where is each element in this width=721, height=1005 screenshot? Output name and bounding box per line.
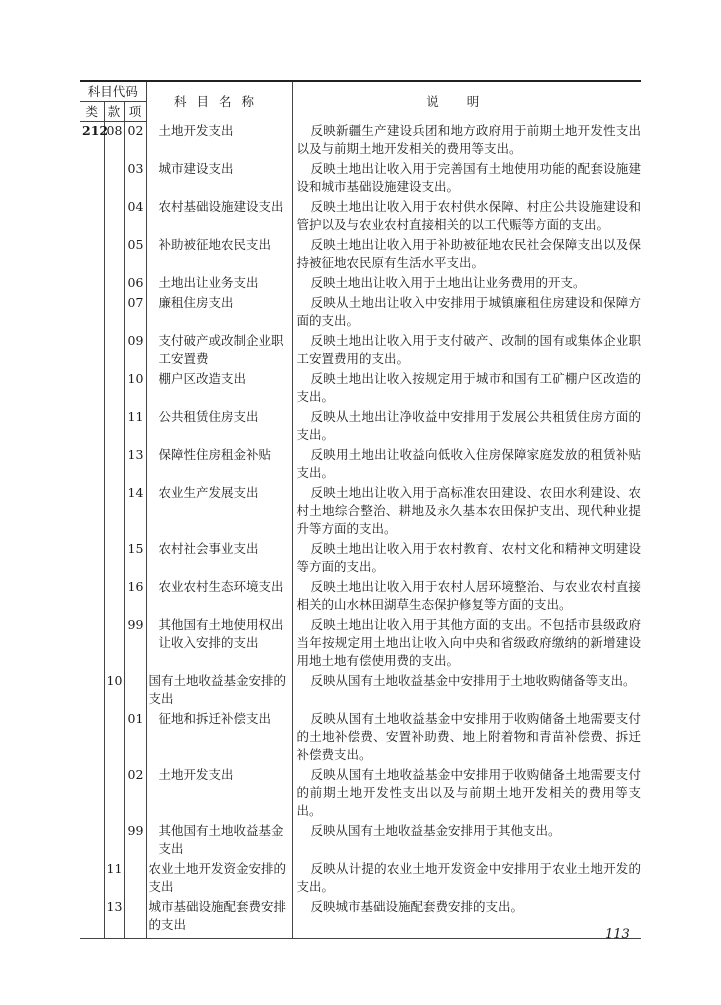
cell-lei	[80, 446, 104, 484]
cell-description: 反映从国有土地收益基金中安排用于土地收购储备等支出。	[310, 672, 636, 688]
header-subject-name: 科目名称	[146, 81, 292, 122]
cell-lei	[80, 672, 104, 710]
header-subject-code: 科目代码	[80, 81, 146, 102]
cell-lei	[80, 408, 104, 446]
cell-subject-name: 农业土地开发资金安排的支出	[146, 860, 292, 898]
cell-xiang: 01	[124, 710, 146, 766]
cell-subject-name: 城市基础设施配套费安排的支出	[146, 898, 292, 939]
cell-description: 反映土地出让收入用于农村人居环境整治、与农业农村直接相关的山水林田湖草生态保护修复等方面的支出。	[296, 578, 642, 612]
header-lei: 类	[80, 102, 104, 122]
cell-subject-name: 支付破产或改制企业职工安置费	[146, 332, 292, 370]
cell-xiang: 04	[124, 198, 146, 236]
cell-lei	[80, 294, 104, 332]
cell-subject-name: 廉租住房支出	[146, 294, 292, 332]
cell-xiang: 11	[124, 408, 146, 446]
table-row	[80, 160, 641, 198]
cell-lei	[80, 822, 104, 860]
cell-subject-name: 农村基础设施建设支出	[146, 198, 292, 236]
cell-description: 反映从国有土地收益基金中安排用于收购储备土地需要支付的前期土地开发性支出以及与前期土地开发相关的费用等支出。	[296, 766, 642, 818]
cell-kuan	[104, 236, 124, 274]
table-row	[80, 236, 641, 274]
cell-xiang: 05	[124, 236, 146, 274]
cell-xiang: 06	[124, 274, 146, 294]
cell-lei	[80, 710, 104, 766]
cell-subject-name: 农村社会事业支出	[146, 540, 292, 578]
cell-subject-name: 农业生产发展支出	[146, 484, 292, 540]
table-row	[80, 822, 641, 860]
cell-description: 反映从计提的农业土地开发资金中安排用于农业土地开发的支出。	[296, 860, 642, 894]
table-body	[80, 122, 641, 939]
cell-xiang: 07	[124, 294, 146, 332]
table-row	[80, 408, 641, 446]
cell-description: 反映土地出让收入用于完善国有土地使用功能的配套设施建设和城市基础设施建设支出。	[296, 160, 642, 194]
cell-kuan	[104, 822, 124, 860]
cell-xiang	[124, 860, 146, 898]
cell-description: 反映用土地出让收益向低收入住房保障家庭发放的租赁补贴支出。	[296, 446, 642, 480]
cell-kuan	[104, 540, 124, 578]
cell-kuan: 10	[104, 672, 124, 710]
cell-description: 反映土地出让收入用于农村供水保障、村庄公共设施建设和管护以及与农业农村直接相关的以工代赈等方面的支出。	[296, 198, 642, 232]
cell-xiang	[124, 898, 146, 939]
cell-xiang: 02	[124, 766, 146, 822]
cell-kuan	[104, 408, 124, 446]
cell-lei	[80, 860, 104, 898]
cell-lei	[80, 766, 104, 822]
table-row	[80, 446, 641, 484]
table-row	[80, 540, 641, 578]
cell-description: 反映从国有土地收益基金安排用于其他支出。	[310, 822, 561, 838]
table-row	[80, 122, 641, 160]
header-description: 说明	[292, 81, 641, 122]
cell-subject-name: 土地开发支出	[146, 122, 292, 160]
cell-kuan	[104, 294, 124, 332]
budget-subject-table	[80, 80, 641, 939]
cell-description: 反映从国有土地收益基金中安排用于收购储备土地需要支付的土地补偿费、安置补助费、地上附着物和青苗补偿费、拆迁补偿费支出。	[296, 710, 642, 762]
cell-description: 反映土地出让收入用于土地出让业务费用的开支。	[310, 274, 586, 290]
table-row	[80, 616, 641, 672]
cell-xiang: 99	[124, 616, 146, 672]
cell-kuan: 11	[104, 860, 124, 898]
cell-lei	[80, 578, 104, 616]
cell-description: 反映新疆生产建设兵团和地方政府用于前期土地开发性支出以及与前期土地开发相关的费用等支出。	[296, 122, 642, 156]
cell-lei	[80, 236, 104, 274]
cell-lei	[80, 160, 104, 198]
cell-subject-name: 公共租赁住房支出	[146, 408, 292, 446]
header-kuan: 款	[104, 102, 124, 122]
page-number: 113	[605, 927, 630, 942]
cell-kuan	[104, 484, 124, 540]
cell-kuan	[104, 274, 124, 294]
cell-lei	[80, 540, 104, 578]
cell-kuan	[104, 578, 124, 616]
table-row	[80, 578, 641, 616]
cell-kuan	[104, 370, 124, 408]
cell-kuan: 08	[104, 122, 124, 160]
cell-xiang: 13	[124, 446, 146, 484]
cell-xiang: 09	[124, 332, 146, 370]
table-row	[80, 860, 641, 898]
cell-xiang: 03	[124, 160, 146, 198]
cell-kuan	[104, 160, 124, 198]
cell-kuan	[104, 616, 124, 672]
cell-subject-name: 征地和拆迁补偿支出	[146, 710, 292, 766]
cell-subject-name: 保障性住房租金补贴	[146, 446, 292, 484]
cell-xiang	[124, 672, 146, 710]
cell-xiang: 99	[124, 822, 146, 860]
cell-xiang: 14	[124, 484, 146, 540]
table-row	[80, 294, 641, 332]
cell-description: 反映土地出让收入用于高标准农田建设、农田水利建设、农村土地综合整治、耕地及永久基本农田保护支出、现代种业提升等方面的支出。	[296, 484, 642, 536]
cell-kuan	[104, 332, 124, 370]
cell-xiang: 16	[124, 578, 146, 616]
cell-description: 反映从土地出让收入中安排用于城镇廉租住房建设和保障方面的支出。	[296, 294, 642, 328]
table-row	[80, 370, 641, 408]
cell-lei	[80, 274, 104, 294]
cell-description: 反映土地出让收入用于支付破产、改制的国有或集体企业职工安置费用的支出。	[296, 332, 642, 366]
cell-lei	[80, 198, 104, 236]
cell-subject-name: 土地开发支出	[146, 766, 292, 822]
cell-subject-name: 补助被征地农民支出	[146, 236, 292, 274]
table-row	[80, 672, 641, 710]
cell-xiang: 10	[124, 370, 146, 408]
cell-lei	[80, 370, 104, 408]
cell-description: 反映城市基础设施配套费安排的支出。	[292, 898, 641, 939]
table-row	[80, 332, 641, 370]
cell-kuan	[104, 766, 124, 822]
cell-kuan: 13	[104, 898, 124, 939]
table-row	[80, 274, 641, 294]
cell-description: 反映土地出让收入用于农村教育、农村文化和精神文明建设等方面的支出。	[296, 540, 642, 574]
cell-kuan	[104, 198, 124, 236]
cell-description: 反映土地出让收入用于补助被征地农民社会保障支出以及保持被征地农民原有生活水平支出。	[296, 236, 642, 270]
cell-description: 反映土地出让收入按规定用于城市和国有工矿棚户区改造的支出。	[296, 370, 642, 404]
cell-subject-name: 城市建设支出	[146, 160, 292, 198]
cell-xiang: 15	[124, 540, 146, 578]
header-xiang: 项	[124, 102, 146, 122]
cell-lei: 212	[80, 122, 104, 160]
cell-subject-name: 农业农村生态环境支出	[146, 578, 292, 616]
cell-kuan	[104, 446, 124, 484]
table-row	[80, 198, 641, 236]
cell-subject-name: 棚户区改造支出	[146, 370, 292, 408]
cell-subject-name: 土地出让业务支出	[146, 274, 292, 294]
table-row	[80, 766, 641, 822]
cell-description: 反映从土地出让净收益中安排用于发展公共租赁住房方面的支出。	[296, 408, 642, 442]
cell-lei	[80, 898, 104, 939]
cell-kuan	[104, 710, 124, 766]
table-row	[80, 484, 641, 540]
cell-lei	[80, 484, 104, 540]
cell-lei	[80, 616, 104, 672]
cell-xiang: 02	[124, 122, 146, 160]
cell-subject-name: 国有土地收益基金安排的支出	[146, 672, 292, 710]
cell-lei	[80, 332, 104, 370]
table-row	[80, 898, 641, 939]
cell-description: 反映土地出让收入用于其他方面的支出。不包括市县级政府当年按规定用土地出让收入向中央和省级政府缴纳的新增建设用地土地有偿使用费的支出。	[296, 616, 642, 668]
table-row	[80, 710, 641, 766]
cell-subject-name: 其他国有土地使用权出让收入安排的支出	[146, 616, 292, 672]
cell-subject-name: 其他国有土地收益基金支出	[146, 822, 292, 860]
